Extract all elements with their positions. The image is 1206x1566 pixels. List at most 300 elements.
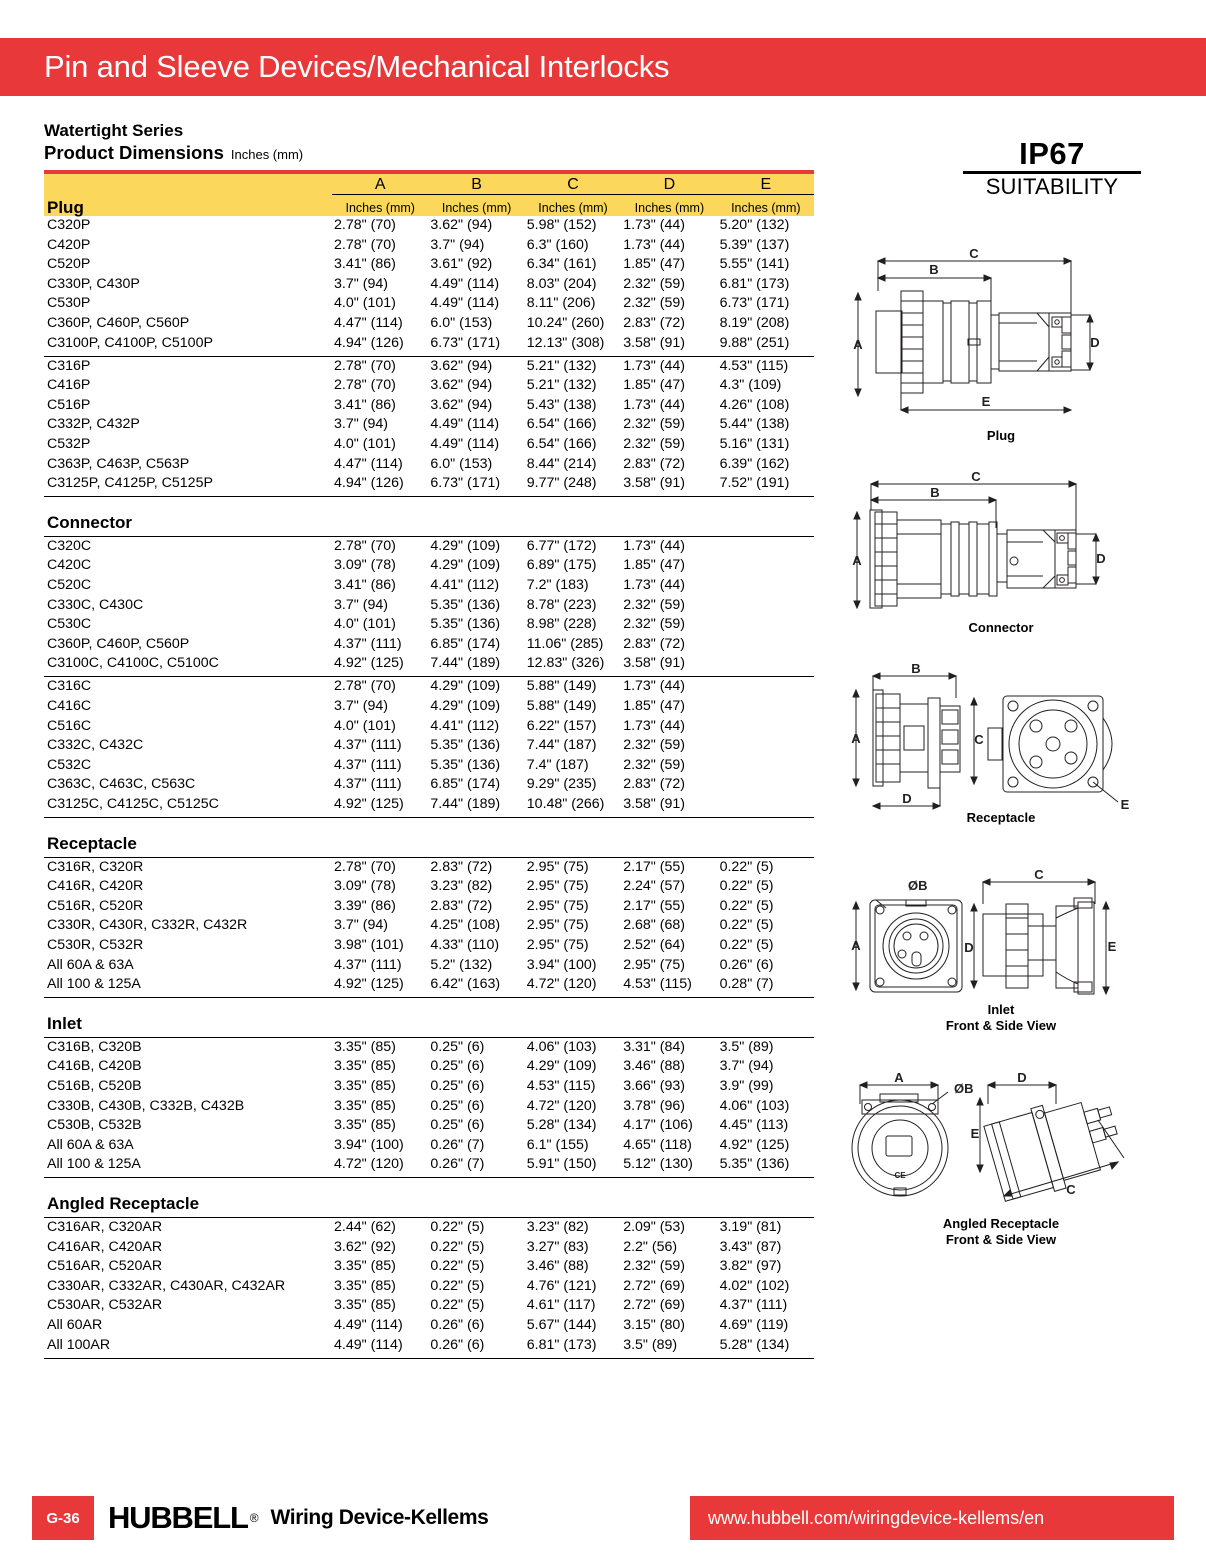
dimension-c: 3.46" (88) [526, 1258, 589, 1275]
dimension-a: 3.09" (78) [334, 878, 396, 895]
dimension-c: 4.76" (121) [526, 1277, 597, 1294]
dimension-c: 5.98" (152) [526, 217, 597, 233]
dimension-b: 0.26" (6) [430, 1316, 485, 1333]
table-row [44, 455, 814, 475]
catalog-numbers: C530P [47, 295, 91, 312]
dimension-c: 3.94" (100) [526, 956, 597, 973]
dimension-d: 2.83" (72) [623, 455, 686, 472]
dimension-d: 2.83" (72) [623, 314, 686, 331]
dimension-d: 2.2" (56) [623, 1238, 678, 1255]
dimension-d: 2.09" (53) [623, 1218, 686, 1235]
dimension-a: 4.37" (111) [334, 776, 402, 793]
section-heading-receptacle: Receptacle [44, 833, 814, 858]
column-letter-b: B [428, 174, 524, 194]
dimension-e: 6.39" (162) [719, 455, 790, 472]
dimension-d: 1.73" (44) [623, 217, 686, 233]
dimension-e: 3.7" (94) [719, 1058, 774, 1075]
catalog-numbers: All 100AR [47, 1336, 111, 1353]
catalog-numbers: C330R, C430R, C332R, C432R [47, 917, 248, 934]
dimension-b: 3.62" (94) [430, 396, 493, 413]
series-title: Watertight Series [44, 121, 184, 140]
catalog-numbers: C330AR, C332AR, C430AR, C432AR [47, 1277, 286, 1294]
catalog-numbers: C532C [47, 756, 92, 773]
svg-text:D: D [964, 940, 974, 955]
column-units-a: Inches (mm) [332, 194, 428, 216]
dimension-e: 7.52" (191) [719, 475, 790, 492]
dimension-c: 4.72" (120) [526, 976, 597, 993]
catalog-numbers: C363P, C463P, C563P [47, 455, 190, 472]
catalog-numbers: C520C [47, 577, 92, 593]
svg-text:B: B [911, 661, 921, 676]
svg-text:C: C [969, 246, 979, 261]
footer-url[interactable]: www.hubbell.com/wiringdevice-kellems/en [708, 1507, 1045, 1528]
product-dimensions-units: Inches (mm) [230, 147, 304, 162]
dimension-b: 6.0" (153) [430, 455, 493, 472]
dimension-c: 11.06" (285) [526, 635, 604, 652]
dimension-c: 6.81" (173) [526, 1336, 597, 1353]
dimension-a: 2.78" (70) [334, 217, 396, 233]
dimension-c: 10.48" (266) [526, 796, 605, 813]
dimension-d: 2.83" (72) [623, 776, 686, 793]
dimension-c: 7.44" (187) [526, 737, 597, 754]
dimension-e: 4.69" (119) [719, 1316, 789, 1333]
figure-connector-caption: Connector [968, 620, 1034, 635]
dimension-c: 8.78" (223) [526, 596, 597, 613]
section-heading-connector: Connector [44, 512, 814, 537]
table-row [44, 556, 814, 576]
dimension-a: 4.0" (101) [334, 436, 396, 453]
dimension-c: 3.23" (82) [526, 1218, 589, 1235]
page-footer [0, 1496, 1206, 1540]
table-row [44, 975, 814, 995]
dimension-b: 6.73" (171) [430, 334, 501, 351]
figure-angled-receptacle-subcaption: Front & Side View [945, 1232, 1057, 1247]
dimension-e: 5.55" (141) [719, 256, 790, 273]
dimension-e: 0.22" (5) [719, 917, 774, 934]
dimension-c: 2.95" (75) [526, 858, 589, 875]
dimension-d: 4.17" (106) [623, 1117, 693, 1134]
dimension-a: 4.0" (101) [334, 616, 396, 633]
table-row [44, 615, 814, 635]
dimension-d: 1.73" (44) [623, 717, 686, 734]
dimension-c: 7.2" (183) [526, 577, 589, 593]
dimension-a: 2.78" (70) [334, 858, 396, 875]
table-row [44, 1057, 814, 1077]
column-letter-a: A [332, 174, 428, 194]
dimension-a: 3.7" (94) [334, 698, 388, 715]
dimension-b: 2.83" (72) [430, 897, 493, 914]
dimension-b: 0.26" (7) [430, 1156, 485, 1173]
plug-drawing [828, 243, 1174, 428]
dimension-e [718, 736, 814, 756]
catalog-numbers: All 60AR [47, 1316, 103, 1333]
dimension-a: 4.37" (111) [334, 635, 402, 652]
catalog-numbers: C416B, C420B [47, 1058, 142, 1075]
dimension-e: 4.37" (111) [719, 1297, 788, 1314]
dimension-d: 3.31" (84) [623, 1038, 686, 1055]
dimension-e: 4.06" (103) [719, 1097, 790, 1114]
catalog-numbers: C360P, C460P, C560P [47, 314, 190, 331]
dimension-d: 1.73" (44) [623, 396, 686, 413]
dimension-b: 0.25" (6) [430, 1117, 485, 1134]
catalog-numbers: C416AR, C420AR [47, 1238, 163, 1255]
dimension-c: 12.13" (308) [526, 334, 605, 351]
dimension-c: 4.06" (103) [526, 1038, 597, 1055]
dimension-b: 0.25" (6) [430, 1038, 485, 1055]
dimension-c: 6.54" (166) [526, 416, 597, 433]
column-units-d: Inches (mm) [621, 194, 717, 216]
svg-text:E: E [981, 394, 991, 409]
product-dimensions-label: Product Dimensions [44, 142, 224, 163]
dimension-d: 2.32" (59) [623, 275, 686, 292]
table-row [44, 314, 814, 334]
table-row [44, 1217, 814, 1237]
dimension-b: 6.0" (153) [430, 314, 493, 331]
dimension-c: 6.1" (155) [526, 1136, 589, 1153]
catalog-numbers: C3125P, C4125P, C5125P [47, 475, 213, 492]
dimension-e [718, 536, 814, 556]
inlet-drawing [828, 868, 1174, 1002]
svg-text:A: A [851, 731, 861, 746]
dimension-a: 4.0" (101) [334, 717, 396, 734]
dimension-c: 2.95" (75) [526, 937, 589, 953]
dimension-c: 6.54" (166) [526, 436, 597, 453]
dimension-e [718, 697, 814, 717]
dimension-b: 2.83" (72) [430, 858, 493, 875]
dimension-d: 1.85" (47) [623, 557, 686, 574]
dimension-a: 4.37" (111) [334, 756, 402, 773]
table-row [44, 435, 814, 455]
dimension-a: 4.37" (111) [334, 737, 402, 754]
svg-text:C: C [971, 472, 981, 484]
footer-url-banner[interactable] [690, 1496, 1174, 1540]
dimension-d: 3.78" (96) [623, 1097, 686, 1114]
dimension-e: 6.81" (173) [719, 275, 790, 292]
dimension-e: 4.92" (125) [719, 1136, 790, 1153]
dimension-c: 12.83" (326) [526, 655, 605, 672]
dimension-b: 6.85" (174) [430, 635, 501, 652]
table-row [44, 1238, 814, 1258]
dimension-d: 3.46" (88) [623, 1058, 686, 1075]
table-row [44, 897, 814, 917]
catalog-numbers: C330C, C430C [47, 596, 144, 613]
table-row [44, 654, 814, 674]
figure-angled-receptacle [828, 1068, 1174, 1248]
svg-text:ØB: ØB [908, 878, 928, 893]
dimension-d: 2.68" (68) [623, 917, 686, 934]
table-row [44, 677, 814, 697]
dimension-c: 9.29" (235) [526, 776, 597, 793]
dimension-e: 5.39" (137) [719, 236, 790, 253]
dimension-e: 0.28" (7) [719, 976, 774, 993]
catalog-numbers: C330P, C430P [47, 275, 140, 292]
catalog-numbers: C416C [47, 698, 92, 715]
dimension-a: 4.0" (101) [334, 295, 396, 312]
figure-inlet-caption: Inlet [987, 1002, 1015, 1017]
figure-plug-caption: Plug [986, 428, 1016, 443]
dimension-b: 4.41" (112) [430, 717, 500, 734]
brand-lockup [108, 1496, 488, 1540]
dimension-b: 5.35" (136) [430, 596, 501, 613]
dimension-d: 3.58" (91) [623, 796, 686, 813]
figure-connector [828, 472, 1174, 636]
dimension-d: 2.32" (59) [623, 756, 686, 773]
table-row [44, 635, 814, 655]
dimension-b: 4.49" (114) [430, 436, 500, 453]
dimension-c: 9.77" (248) [526, 475, 597, 492]
dimension-d: 1.85" (47) [623, 698, 686, 715]
dimension-d: 3.58" (91) [623, 475, 686, 492]
catalog-numbers: C363C, C463C, C563C [47, 776, 196, 793]
catalog-numbers: C530C [47, 616, 92, 633]
dimension-b: 7.44" (189) [430, 655, 501, 672]
dimension-a: 3.35" (85) [334, 1077, 396, 1094]
dimension-d: 1.73" (44) [623, 357, 686, 374]
dimension-b: 6.73" (171) [430, 475, 501, 492]
figure-receptacle-caption: Receptacle [966, 810, 1036, 825]
product-dimensions-table [44, 170, 814, 1359]
dimension-e [718, 756, 814, 776]
dimension-a: 3.94" (100) [334, 1136, 404, 1153]
dimension-e: 4.53" (115) [719, 357, 789, 374]
dimension-e: 6.73" (171) [719, 295, 790, 312]
dimension-c: 5.67" (144) [526, 1316, 597, 1333]
table-row [44, 717, 814, 737]
table-row [44, 255, 814, 275]
catalog-numbers: C420C [47, 557, 92, 574]
dimension-c: 6.22" (157) [526, 717, 597, 734]
dimension-d: 2.32" (59) [623, 295, 686, 312]
dimension-c: 5.28" (134) [526, 1117, 597, 1134]
dimension-c: 10.24" (260) [526, 314, 605, 331]
dimension-b: 7.44" (189) [430, 796, 501, 813]
svg-text:A: A [852, 553, 862, 568]
dimension-b: 5.35" (136) [430, 756, 501, 773]
table-row [44, 916, 814, 936]
dimension-d: 2.32" (59) [623, 616, 686, 633]
dimension-c: 8.44" (214) [526, 455, 597, 472]
table-row [44, 1116, 814, 1136]
dimension-b: 6.42" (163) [430, 976, 501, 993]
dimension-a: 4.92" (125) [334, 655, 404, 672]
dimension-c: 8.98" (228) [526, 616, 597, 633]
dimension-d: 3.66" (93) [623, 1077, 686, 1094]
dimension-a: 2.78" (70) [334, 537, 396, 554]
catalog-numbers: C532P [47, 436, 91, 453]
table-column-units [44, 194, 814, 216]
dimension-a: 3.09" (78) [334, 557, 396, 574]
dimension-e [718, 635, 814, 655]
dimension-b: 0.22" (5) [430, 1258, 485, 1275]
catalog-numbers: C416P [47, 377, 91, 394]
table-row [44, 1077, 814, 1097]
dimension-b: 0.25" (6) [430, 1058, 485, 1075]
angled-receptacle-drawing [828, 1068, 1174, 1216]
registered-trademark-icon: ® [249, 1511, 259, 1525]
dimension-e [718, 795, 814, 815]
dimension-a: 3.7" (94) [334, 596, 388, 613]
dimension-e: 5.44" (138) [719, 416, 790, 433]
dimension-b: 4.49" (114) [430, 416, 500, 433]
table-row [44, 275, 814, 295]
catalog-numbers: C420P [47, 236, 91, 253]
dimension-e [718, 775, 814, 795]
dimension-e: 5.35" (136) [719, 1156, 790, 1173]
dimension-d: 3.58" (91) [623, 334, 686, 351]
dimension-c: 5.88" (149) [526, 678, 597, 695]
catalog-numbers: All 60A & 63A [47, 1136, 134, 1153]
connector-drawing [828, 472, 1174, 620]
dimension-e: 3.5" (89) [719, 1038, 774, 1055]
dimension-b: 3.61" (92) [430, 256, 493, 273]
dimension-e: 4.02" (102) [719, 1277, 790, 1294]
dimension-d: 2.32" (59) [623, 436, 686, 453]
svg-text:C: C [1034, 868, 1044, 882]
figure-inlet-subcaption: Front & Side View [945, 1018, 1057, 1033]
dimension-e: 0.22" (5) [719, 897, 774, 914]
dimension-e [718, 576, 814, 596]
catalog-numbers: C520P [47, 256, 91, 273]
svg-text:C: C [1066, 1182, 1076, 1197]
table-row [44, 396, 814, 416]
dimension-a: 4.72" (120) [334, 1156, 404, 1173]
dimensions-sheet [44, 120, 814, 1359]
dimension-b: 0.22" (5) [430, 1238, 485, 1255]
dimension-b: 5.2" (132) [430, 956, 493, 973]
dimension-c: 5.91" (150) [526, 1156, 597, 1173]
dimension-b: 3.62" (94) [430, 357, 493, 374]
table-row [44, 1277, 814, 1297]
catalog-numbers: All 60A & 63A [47, 956, 134, 973]
dimension-a: 3.35" (85) [334, 1117, 396, 1134]
dimension-a: 2.78" (70) [334, 236, 396, 253]
dimension-a: 3.41" (86) [334, 577, 396, 593]
dimension-c: 3.27" (83) [526, 1238, 589, 1255]
dimension-d: 1.73" (44) [623, 678, 686, 695]
dimension-c: 4.53" (115) [526, 1077, 596, 1094]
dimension-e: 4.3" (109) [719, 377, 782, 394]
dimension-a: 4.94" (126) [334, 475, 404, 492]
catalog-numbers: All 100 & 125A [47, 976, 141, 993]
dimension-c: 7.4" (187) [526, 756, 589, 773]
table-row [44, 1316, 814, 1336]
page-title: Pin and Sleeve Devices/Mechanical Interlocks [44, 49, 670, 84]
dimension-a: 3.35" (85) [334, 1038, 396, 1055]
table-row [44, 877, 814, 897]
section-spacer [44, 497, 814, 512]
svg-text:D: D [1090, 335, 1100, 350]
table-row [44, 857, 814, 877]
receptacle-drawing [828, 658, 1174, 810]
dimension-e [718, 677, 814, 697]
table-row [44, 1336, 814, 1356]
dimension-a: 2.78" (70) [334, 357, 396, 374]
dimension-e [718, 556, 814, 576]
svg-text:A: A [894, 1070, 904, 1085]
dimension-d: 1.73" (44) [623, 537, 686, 554]
dimension-a: 2.78" (70) [334, 377, 396, 394]
table-row [44, 294, 814, 314]
column-units-e: Inches (mm) [718, 194, 814, 216]
table-column-letters [44, 174, 814, 194]
suitability-text: SUITABILITY [985, 174, 1119, 199]
svg-text:ØB: ØB [954, 1081, 974, 1096]
dimension-c: 4.72" (120) [526, 1097, 597, 1114]
catalog-numbers: C516C [47, 717, 92, 734]
dimension-b: 4.49" (114) [430, 295, 500, 312]
dimension-e [718, 615, 814, 635]
dimension-e: 3.9" (99) [719, 1077, 774, 1094]
table-row [44, 216, 814, 236]
table-row [44, 756, 814, 776]
dimension-b: 0.22" (5) [430, 1297, 485, 1314]
figure-inlet [828, 868, 1174, 1034]
dimension-e: 3.19" (81) [719, 1218, 782, 1235]
svg-text:A: A [853, 337, 863, 352]
dimension-a: 3.39" (86) [334, 897, 396, 914]
dimension-d: 4.65" (118) [623, 1136, 692, 1153]
dimension-d: 2.17" (55) [623, 897, 686, 914]
dimension-c: 4.29" (109) [526, 1058, 597, 1075]
column-letter-e: E [718, 174, 814, 194]
dimension-d: 1.73" (44) [623, 236, 686, 253]
dimension-b: 3.62" (94) [430, 377, 493, 394]
dimension-b: 3.23" (82) [430, 878, 493, 895]
figure-plug [828, 243, 1174, 444]
dimension-a: 4.47" (114) [334, 314, 403, 331]
dimension-d: 2.32" (59) [623, 416, 686, 433]
catalog-numbers: C530R, C532R [47, 937, 144, 953]
dimension-b: 4.49" (114) [430, 275, 500, 292]
dimension-b: 0.25" (6) [430, 1097, 485, 1114]
column-units-b: Inches (mm) [428, 194, 524, 216]
dimension-d: 3.58" (91) [623, 655, 686, 672]
svg-text:D: D [902, 791, 912, 806]
dimension-a: 2.78" (70) [334, 678, 396, 695]
dimension-d: 3.5" (89) [623, 1336, 678, 1353]
svg-text:CE: CE [894, 1171, 906, 1180]
table-row [44, 474, 814, 494]
dimension-a: 4.92" (125) [334, 796, 404, 813]
dimension-e [718, 596, 814, 616]
svg-text:C: C [974, 732, 984, 747]
column-units-c: Inches (mm) [525, 194, 621, 216]
ip-rating-text: IP67 [1019, 136, 1085, 171]
dimension-a: 4.94" (126) [334, 334, 404, 351]
dimension-b: 4.29" (109) [430, 557, 501, 574]
dimension-c: 2.95" (75) [526, 878, 589, 895]
dimension-c: 5.88" (149) [526, 698, 597, 715]
dimension-a: 3.35" (85) [334, 1058, 396, 1075]
table-row [44, 1257, 814, 1277]
dimension-c: 2.95" (75) [526, 897, 589, 914]
dimension-e [718, 654, 814, 674]
dimension-d: 2.52" (64) [623, 937, 686, 953]
svg-text:B: B [930, 485, 940, 500]
table-row [44, 236, 814, 256]
dimension-c: 4.61" (117) [526, 1297, 596, 1314]
dimension-a: 4.92" (125) [334, 976, 404, 993]
page-header-banner [0, 38, 1206, 96]
dimension-e: 0.22" (5) [719, 937, 774, 953]
dimension-a: 4.49" (114) [334, 1336, 403, 1353]
catalog-numbers: C3125C, C4125C, C5125C [47, 796, 219, 813]
figure-receptacle [828, 658, 1174, 826]
dimension-e: 0.22" (5) [719, 878, 774, 895]
dimension-c: 6.34" (161) [526, 256, 597, 273]
page-number: G-36 [32, 1496, 94, 1540]
dimension-b: 0.22" (5) [430, 1277, 485, 1294]
